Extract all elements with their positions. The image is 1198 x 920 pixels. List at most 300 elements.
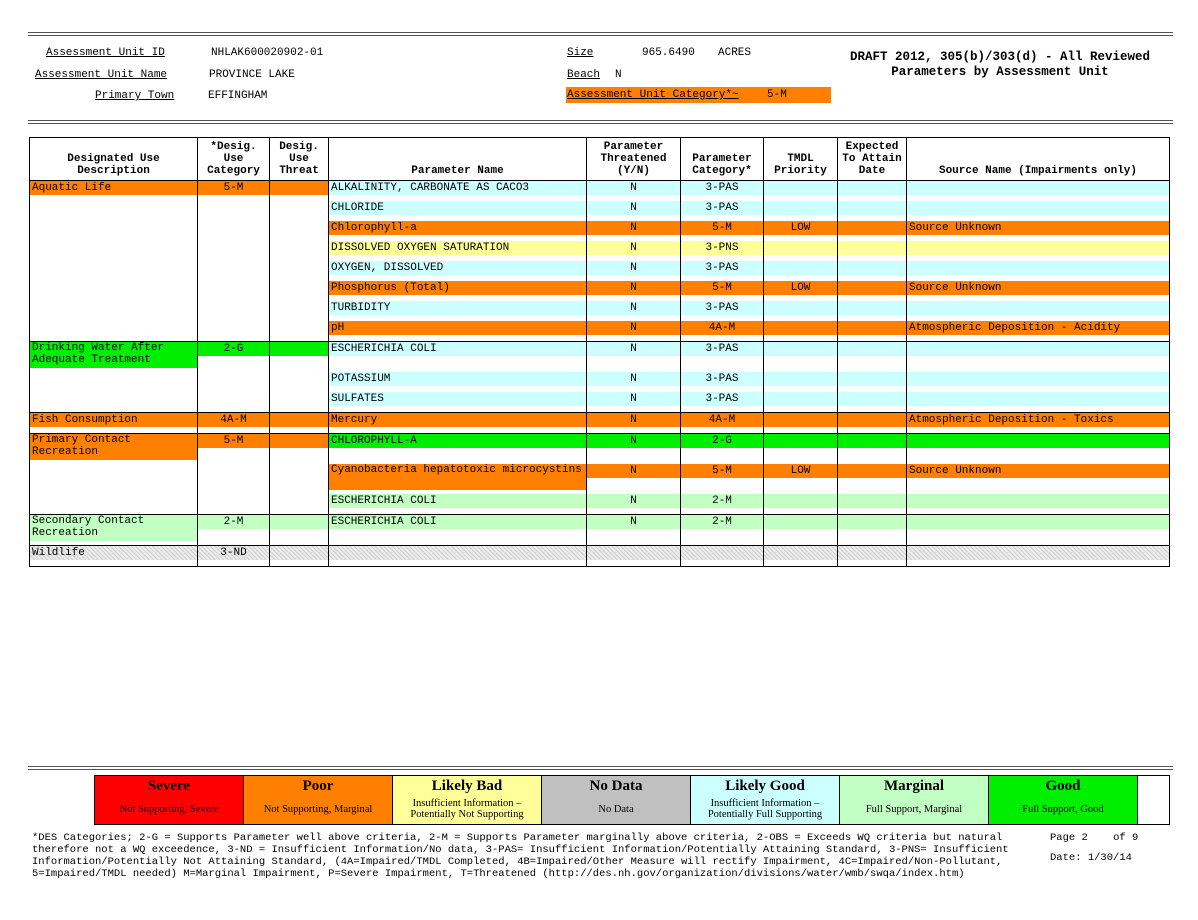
source-name-text: Source Unknown — [907, 464, 1169, 478]
table-row — [30, 241, 1170, 261]
parameter-threatened-text: N — [587, 342, 680, 356]
use-threat-empty — [270, 201, 329, 221]
parameter-category — [681, 413, 764, 434]
source-name — [907, 342, 1170, 373]
designated-use-empty-text — [30, 321, 197, 335]
legend-desc: No Data — [598, 803, 634, 815]
use-category-empty-text — [198, 201, 269, 215]
tmdl-priority-text — [764, 342, 837, 356]
expected-date-text — [838, 261, 906, 275]
expected-date-text — [838, 392, 906, 406]
parameter-name-text: SULFATES — [329, 392, 586, 406]
legend-item — [840, 776, 989, 824]
designated-use-text: Primary Contact Recreation — [30, 434, 197, 460]
parameter-threatened — [587, 301, 681, 321]
use-threat-empty-text — [270, 221, 328, 235]
parameter-threatened — [587, 261, 681, 281]
parameter-name-text — [329, 546, 586, 560]
expected-date — [838, 181, 907, 202]
use-threat-text — [270, 434, 328, 448]
size-unit: ACRES — [718, 47, 752, 59]
use-threat — [270, 342, 329, 373]
tmdl-priority-text — [764, 181, 837, 195]
parameter-name-text: DISSOLVED OXYGEN SATURATION — [329, 241, 586, 255]
designated-use — [30, 546, 198, 567]
use-category-empty-text — [198, 221, 269, 235]
parameter-threatened-text: N — [587, 392, 680, 406]
primary-town-label: Primary Town — [95, 90, 175, 102]
use-threat-empty-text — [270, 281, 328, 295]
parameter-name — [329, 201, 587, 221]
parameter-category-text: 3-PAS — [681, 342, 763, 356]
designated-use-empty — [30, 201, 198, 221]
legend-name: Severe — [147, 778, 191, 794]
parameter-category — [681, 494, 764, 515]
use-threat-empty — [270, 261, 329, 281]
use-threat-empty-text — [270, 201, 328, 215]
parameter-threatened — [587, 321, 681, 342]
use-category — [198, 515, 270, 546]
use-threat-text — [270, 515, 328, 529]
page-total: 9 — [1131, 832, 1139, 844]
use-category-empty — [198, 301, 270, 321]
legend-name: Poor — [302, 778, 334, 794]
parameter-category-text: 2-G — [681, 434, 763, 448]
tmdl-priority — [764, 301, 838, 321]
designated-use — [30, 515, 198, 546]
designated-use-empty — [30, 464, 198, 494]
expected-date — [838, 342, 907, 373]
tmdl-priority — [764, 181, 838, 202]
parameter-category — [681, 301, 764, 321]
expected-date-text — [838, 464, 906, 478]
assessment-unit-id: NHLAK600020902-01 — [211, 47, 324, 59]
designated-use-empty — [30, 261, 198, 281]
parameter-category-text: 2-M — [681, 515, 763, 529]
parameters-table — [29, 137, 1170, 567]
tmdl-priority-text — [764, 261, 837, 275]
use-category-empty — [198, 201, 270, 221]
source-name-text: Atmospheric Deposition - Acidity — [907, 321, 1169, 335]
size-value: 965.6490 — [642, 47, 695, 59]
parameter-threatened — [587, 546, 681, 567]
parameter-category — [681, 515, 764, 546]
parameter-threatened — [587, 515, 681, 546]
column-header: Designated Use Description — [30, 138, 198, 181]
tmdl-priority — [764, 261, 838, 281]
expected-date — [838, 201, 907, 221]
parameter-name-text: Chlorophyll-a — [329, 221, 586, 235]
source-name — [907, 301, 1170, 321]
parameter-threatened — [587, 181, 681, 202]
use-category-empty-text — [198, 494, 269, 508]
use-threat-empty — [270, 281, 329, 301]
use-threat-empty-text — [270, 261, 328, 275]
parameter-threatened — [587, 413, 681, 434]
tmdl-priority-text — [764, 241, 837, 255]
designated-use — [30, 434, 198, 465]
source-name — [907, 201, 1170, 221]
parameter-category-text: 5-M — [681, 221, 763, 235]
parameter-name-text: pH — [329, 321, 586, 335]
use-category-empty — [198, 494, 270, 515]
column-header: Desig. Use Threat — [270, 138, 329, 181]
tmdl-priority — [764, 515, 838, 546]
parameter-threatened-text: N — [587, 221, 680, 235]
use-threat — [270, 181, 329, 202]
parameter-category-text: 5-M — [681, 281, 763, 295]
table-row — [30, 494, 1170, 515]
column-header: Expected To Attain Date — [838, 138, 907, 181]
column-header: TMDL Priority — [764, 138, 838, 181]
source-name-text — [907, 241, 1169, 255]
designated-use-text: Aquatic Life — [30, 181, 197, 195]
color-legend — [94, 775, 1170, 825]
header-top-rule — [28, 32, 1173, 36]
source-name — [907, 372, 1170, 392]
beach-label: Beach — [567, 69, 601, 81]
designated-use-empty — [30, 494, 198, 515]
date-label: Date: — [1050, 852, 1082, 864]
legend-desc: Full Support, Marginal — [865, 803, 963, 815]
expected-date — [838, 494, 907, 515]
source-name-text: Atmospheric Deposition - Toxics — [907, 413, 1169, 427]
use-threat-empty-text — [270, 494, 328, 508]
parameter-name — [329, 181, 587, 202]
report-title: DRAFT 2012, 305(b)/303(d) - All Reviewed Parameters by Assessment Unit — [849, 50, 1151, 79]
page-label: Page — [1050, 832, 1076, 844]
parameter-category-text: 3-PAS — [681, 181, 763, 195]
parameter-name — [329, 546, 587, 567]
use-category-text: 2-M — [198, 515, 269, 529]
parameter-category-text: 3-PAS — [681, 261, 763, 275]
use-category — [198, 342, 270, 373]
table-row — [30, 201, 1170, 221]
primary-town: EFFINGHAM — [208, 90, 268, 102]
parameter-category — [681, 261, 764, 281]
parameter-threatened — [587, 281, 681, 301]
parameter-threatened — [587, 201, 681, 221]
parameter-category-text: 3-PAS — [681, 392, 763, 406]
designated-use-empty — [30, 392, 198, 413]
tmdl-priority-text: LOW — [764, 464, 837, 478]
table-row — [30, 515, 1170, 546]
expected-date — [838, 372, 907, 392]
expected-date-text — [838, 434, 906, 448]
source-name — [907, 181, 1170, 202]
tmdl-priority — [764, 413, 838, 434]
parameter-name — [329, 261, 587, 281]
use-threat-empty-text — [270, 301, 328, 315]
legend-item — [989, 776, 1138, 824]
expected-date-text — [838, 515, 906, 529]
source-name — [907, 392, 1170, 413]
parameter-name-text: OXYGEN, DISSOLVED — [329, 261, 586, 275]
parameter-category-text: 3-PAS — [681, 372, 763, 386]
source-name — [907, 515, 1170, 546]
parameter-name-text: Mercury — [329, 413, 586, 427]
use-category-empty — [198, 261, 270, 281]
date-value: 1/30/14 — [1087, 852, 1132, 864]
tmdl-priority-text — [764, 546, 837, 560]
use-threat-empty-text — [270, 464, 328, 478]
use-threat — [270, 434, 329, 465]
parameter-name — [329, 464, 587, 494]
column-header: Parameter Name — [329, 138, 587, 181]
expected-date — [838, 281, 907, 301]
tmdl-priority-text — [764, 392, 837, 406]
tmdl-priority-text — [764, 201, 837, 215]
source-name — [907, 241, 1170, 261]
parameter-threatened — [587, 372, 681, 392]
source-name-text — [907, 372, 1169, 386]
column-header: Parameter Threatened (Y/N) — [587, 138, 681, 181]
tmdl-priority — [764, 494, 838, 515]
designated-use-text: Wildlife — [30, 546, 197, 560]
use-category — [198, 413, 270, 434]
parameter-threatened-text: N — [587, 241, 680, 255]
parameter-name-text: TURBIDITY — [329, 301, 586, 315]
source-name-text — [907, 181, 1169, 195]
parameter-name — [329, 301, 587, 321]
tmdl-priority-text: LOW — [764, 281, 837, 295]
use-threat-empty — [270, 241, 329, 261]
legend-desc: Not Supporting, Marginal — [263, 803, 373, 815]
parameter-name — [329, 434, 587, 465]
source-name-text — [907, 261, 1169, 275]
designated-use-empty-text — [30, 494, 197, 508]
use-category-text: 3-ND — [198, 546, 269, 560]
designated-use-empty-text — [30, 241, 197, 255]
designated-use-empty-text — [30, 221, 197, 235]
designated-use-empty-text — [30, 281, 197, 295]
parameter-threatened-text: N — [587, 413, 680, 427]
parameter-threatened — [587, 464, 681, 494]
page-info — [1050, 832, 1138, 864]
expected-date — [838, 434, 907, 465]
designated-use-empty — [30, 241, 198, 261]
tmdl-priority — [764, 434, 838, 465]
use-threat-text — [270, 546, 328, 560]
source-name-text — [907, 434, 1169, 448]
parameter-category — [681, 221, 764, 241]
use-category-empty-text — [198, 464, 269, 478]
header-bottom-rule — [28, 120, 1173, 124]
use-threat-text — [270, 342, 328, 356]
use-category — [198, 181, 270, 202]
use-threat-text — [270, 413, 328, 427]
tmdl-priority — [764, 342, 838, 373]
designated-use — [30, 342, 198, 373]
use-category-text: 4A-M — [198, 413, 269, 427]
footer-top-rule — [28, 766, 1173, 770]
parameter-name-text: ESCHERICHIA COLI — [329, 515, 586, 529]
source-name-text: Source Unknown — [907, 281, 1169, 295]
expected-date-text — [838, 372, 906, 386]
designated-use-empty-text — [30, 392, 197, 406]
parameter-threatened-text: N — [587, 181, 680, 195]
parameter-name-text: Cyanobacteria hepatotoxic microcystins — [329, 464, 586, 490]
use-threat-empty — [270, 494, 329, 515]
source-name — [907, 221, 1170, 241]
tmdl-priority — [764, 372, 838, 392]
tmdl-priority-text: LOW — [764, 221, 837, 235]
parameter-threatened — [587, 241, 681, 261]
source-name — [907, 281, 1170, 301]
expected-date-text — [838, 201, 906, 215]
designated-use-empty-text — [30, 372, 197, 386]
tmdl-priority-text — [764, 413, 837, 427]
designated-use — [30, 181, 198, 202]
table-body — [30, 181, 1170, 567]
parameter-threatened — [587, 392, 681, 413]
expected-date-text — [838, 241, 906, 255]
source-name-text — [907, 494, 1169, 508]
legend-name: Likely Bad — [431, 778, 503, 794]
table-row — [30, 434, 1170, 465]
parameter-name — [329, 321, 587, 342]
size-label: Size — [567, 47, 594, 59]
parameter-category — [681, 372, 764, 392]
table-row — [30, 261, 1170, 281]
parameter-name-text: CHLORIDE — [329, 201, 586, 215]
tmdl-priority-text — [764, 321, 837, 335]
expected-date-text — [838, 413, 906, 427]
parameter-threatened-text: N — [587, 201, 680, 215]
use-category-text: 5-M — [198, 181, 269, 195]
tmdl-priority — [764, 392, 838, 413]
expected-date — [838, 413, 907, 434]
expected-date-text — [838, 221, 906, 235]
use-category-empty — [198, 281, 270, 301]
source-name — [907, 434, 1170, 465]
parameter-category — [681, 546, 764, 567]
use-category-empty — [198, 464, 270, 494]
table-header-row — [30, 138, 1170, 181]
legend-item — [95, 776, 244, 824]
parameter-name — [329, 515, 587, 546]
tmdl-priority — [764, 546, 838, 567]
legend-item — [542, 776, 691, 824]
use-category-empty-text — [198, 241, 269, 255]
category-value: 5-M — [767, 89, 787, 101]
tmdl-priority-text — [764, 372, 837, 386]
legend-item — [691, 776, 840, 824]
assessment-unit-name: PROVINCE LAKE — [209, 69, 295, 81]
use-threat-empty-text — [270, 321, 328, 335]
parameter-name-text: CHLOROPHYLL-A — [329, 434, 586, 448]
source-name-text — [907, 201, 1169, 215]
tmdl-priority-text — [764, 494, 837, 508]
expected-date-text — [838, 321, 906, 335]
expected-date — [838, 241, 907, 261]
parameter-threatened-text — [587, 546, 680, 560]
table-row — [30, 372, 1170, 392]
use-threat-empty — [270, 392, 329, 413]
use-threat-empty — [270, 464, 329, 494]
table-row — [30, 321, 1170, 342]
use-category-empty — [198, 241, 270, 261]
parameter-category — [681, 392, 764, 413]
source-name-text — [907, 392, 1169, 406]
designated-use-empty-text — [30, 261, 197, 275]
table-row — [30, 413, 1170, 434]
parameter-name — [329, 342, 587, 373]
parameter-category-text: 3-PNS — [681, 241, 763, 255]
use-category-empty-text — [198, 281, 269, 295]
parameter-threatened-text: N — [587, 372, 680, 386]
parameter-category — [681, 434, 764, 465]
parameter-threatened — [587, 494, 681, 515]
expected-date — [838, 546, 907, 567]
source-name-text — [907, 342, 1169, 356]
legend-name: No Data — [589, 778, 643, 794]
parameter-name-text: ESCHERICHIA COLI — [329, 342, 586, 356]
parameter-name-text: ESCHERICHIA COLI — [329, 494, 586, 508]
use-category-text: 5-M — [198, 434, 269, 448]
tmdl-priority-text — [764, 434, 837, 448]
parameter-threatened — [587, 342, 681, 373]
legend-desc: Insufficient Information – Potentially Not Supporting — [410, 798, 524, 820]
use-threat-empty — [270, 372, 329, 392]
parameter-threatened-text: N — [587, 494, 680, 508]
use-category-empty-text — [198, 372, 269, 386]
parameter-name — [329, 281, 587, 301]
tmdl-priority — [764, 464, 838, 494]
parameter-category — [681, 342, 764, 373]
category-footnote: *DES Categories; 2-G = Supports Parameter well above criteria, 2-M = Supports Parameter marginally above criteria, 2-OBS = Exceeds WQ criteria but natural therefore not a WQ exceedence, 3-ND = Insufficient Information/No data, 3-PAS= Insufficient Information/Potentially Attaining Standard, 3-PNS= Insufficient Information/Potentially Not Attaining Standard, (4A=Impaired/TMDL Completed, 4B=Impaired/Other Measure will rectify Impairment, 4C=Impaired/Non-Pollutant, 5=Impaired/TMDL needed) M=Marginal Impairment, P=Severe Impairment, T=Threatened (http://des.nh.gov/organization/divisions/water/wmb/swqa/index.htm) — [32, 832, 1009, 880]
category-label: Assessment Unit Category*~ — [567, 89, 739, 101]
parameter-name — [329, 494, 587, 515]
expected-date-text — [838, 546, 906, 560]
tmdl-priority — [764, 241, 838, 261]
tmdl-priority-text — [764, 515, 837, 529]
assessment-unit-name-label: Assessment Unit Name — [35, 69, 168, 81]
page-number: 2 — [1081, 832, 1088, 844]
use-category-empty — [198, 372, 270, 392]
expected-date — [838, 321, 907, 342]
parameter-name — [329, 372, 587, 392]
legend-name: Likely Good — [725, 778, 805, 794]
use-threat-text — [270, 181, 328, 195]
column-header: *Desig. Use Category — [198, 138, 270, 181]
parameter-category-text: 4A-M — [681, 321, 763, 335]
table-row — [30, 342, 1170, 373]
parameter-threatened-text: N — [587, 321, 680, 335]
use-threat-empty-text — [270, 372, 328, 386]
parameter-name — [329, 241, 587, 261]
expected-date-text — [838, 301, 906, 315]
source-name — [907, 464, 1170, 494]
parameter-category-text: 4A-M — [681, 413, 763, 427]
use-category-empty-text — [198, 261, 269, 275]
expected-date — [838, 464, 907, 494]
designated-use-text: Fish Consumption — [30, 413, 197, 427]
parameter-threatened — [587, 221, 681, 241]
use-threat-empty — [270, 221, 329, 241]
designated-use-empty-text — [30, 464, 197, 478]
parameter-threatened-text: N — [587, 434, 680, 448]
designated-use-empty-text — [30, 301, 197, 315]
use-threat — [270, 413, 329, 434]
use-category-empty-text — [198, 301, 269, 315]
table-row — [30, 392, 1170, 413]
parameter-name — [329, 413, 587, 434]
expected-date-text — [838, 281, 906, 295]
parameter-threatened — [587, 434, 681, 465]
source-name — [907, 546, 1170, 567]
designated-use-empty — [30, 372, 198, 392]
